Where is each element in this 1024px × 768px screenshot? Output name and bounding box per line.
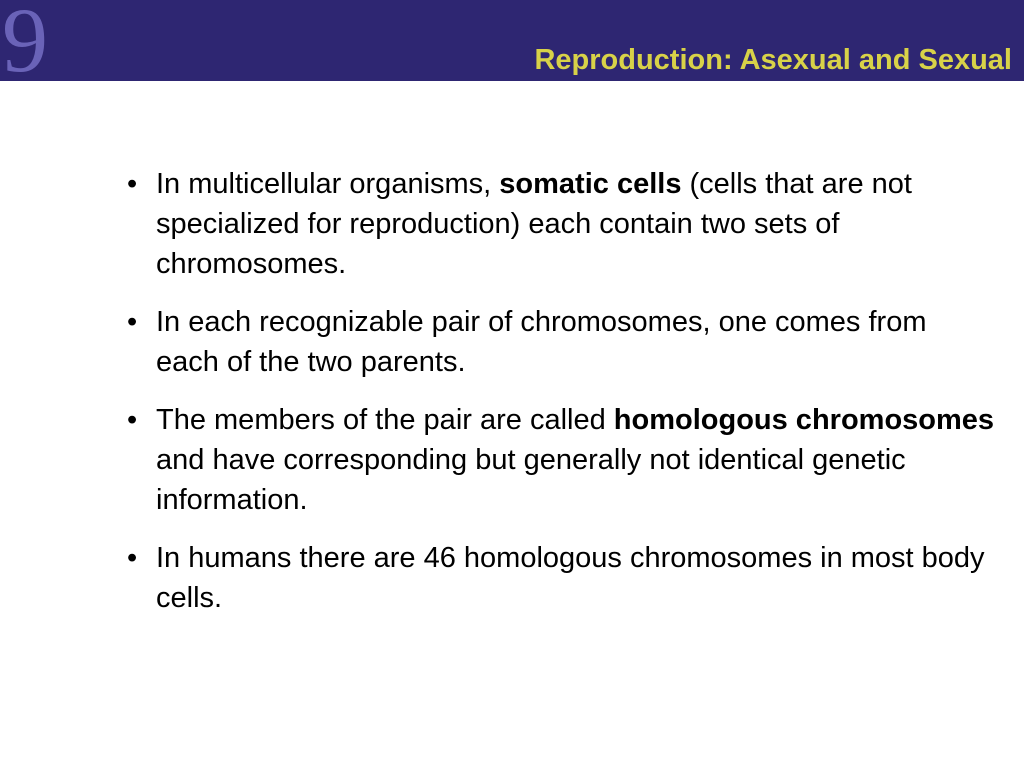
bullet-item-chromosome-pairs xyxy=(126,302,996,382)
bullet-item-human-chromosomes xyxy=(126,538,996,618)
bullet-text: In each recognizable pair of chromosomes, one comes from each of the two parents. xyxy=(156,306,927,378)
bullet-item-somatic-cells xyxy=(126,164,996,284)
bullet-list xyxy=(126,164,996,636)
bullet-text: In multicellular organisms, xyxy=(156,168,500,200)
header-bar xyxy=(0,0,1024,91)
bullet-text: The members of the pair are called xyxy=(156,404,614,436)
bullet-text: and have corresponding but generally not identical genetic information. xyxy=(156,444,906,516)
term-homologous-chromosomes: homologous chromosomes xyxy=(613,404,995,436)
bullet-item-homologous-chromosomes xyxy=(126,400,996,520)
bullet-text: In humans there are 46 homologous chromosomes in most body cells. xyxy=(156,542,985,614)
slide-title: Reproduction: Asexual and Sexual xyxy=(534,44,1012,76)
term-somatic-cells: somatic cells xyxy=(499,168,682,200)
chapter-number: 9 xyxy=(2,0,48,91)
bullet-text: (cells that are not specialized for reproduction) each contain two sets of chromosomes. xyxy=(156,168,912,280)
